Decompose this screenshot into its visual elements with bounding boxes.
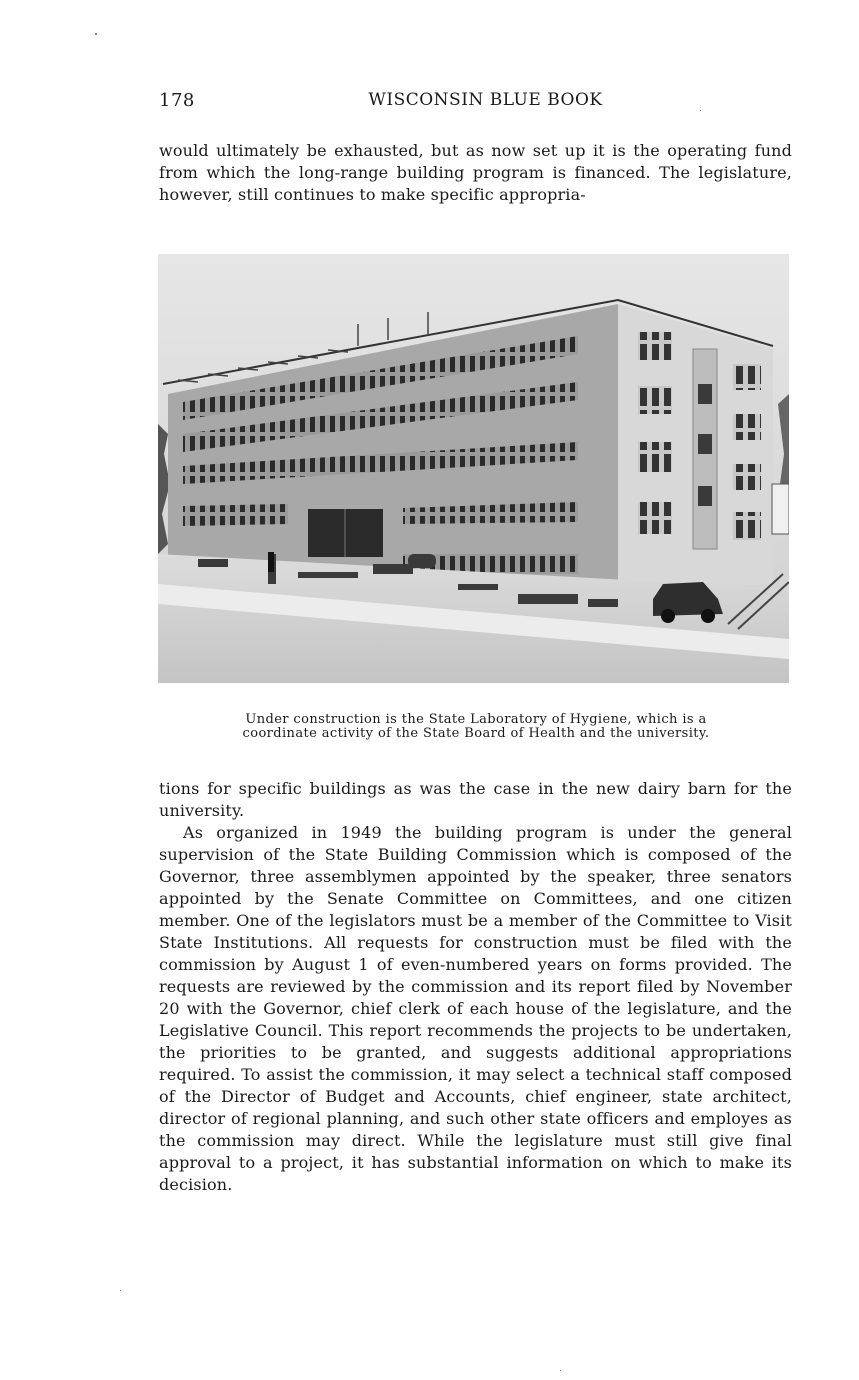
body-paragraph-continuation: tions for specific buildings as was the case in the new dairy barn for the university.: [159, 779, 792, 820]
body-paragraph-top: would ultimately be exhausted, but as now set up it is the operating fund from which the long-range building program is financed. The legislature, however, still continues to make specific appropria-: [159, 141, 792, 204]
caption-line-2: coordinate activity of the State Board of Health and the university.: [242, 726, 710, 741]
body-text-bottom: [159, 778, 792, 1196]
page-number: 178: [159, 90, 195, 111]
caption-line-1: Under construction is the State Laboratory of Hygiene, which is a: [245, 712, 707, 727]
page-header: [159, 90, 792, 116]
scan-speck: [560, 1370, 561, 1371]
scan-speck: [120, 1290, 121, 1291]
body-paragraph-building-program: As organized in 1949 the building program is under the general supervision of the State Building Commission which is composed of the Governor, three assemblymen appointed by the speaker, three senators appointed by the Senate Committee on Committees, and one citizen member. One of the legislators must be a member of the Committee to Visit State Institutions. All requests for construction must be filed with the commission by August 1 of even-numbered years on forms provided. The requests are reviewed by the commission and its report filed by November 20 with the Governor, chief clerk of each house of the legislature, and the Legislative Council. This report recommends the projects to be undertaken, the priorities to be granted, and suggests additional appropriations required. To assist the commission, it may select a technical staff composed of the Director of Budget and Accounts, chief engineer, state architect, director of regional planning, and such other state officers and employes as the commission may direct. While the legislature must still give final approval to a project, it has substantial information on which to make its decision.: [159, 823, 792, 1194]
scan-speck: [95, 33, 97, 35]
running-head: WISCONSIN BLUE BOOK: [368, 90, 603, 110]
figure-caption: [170, 713, 782, 741]
photo-building-icon: [158, 254, 789, 683]
building-photo: [158, 254, 789, 683]
